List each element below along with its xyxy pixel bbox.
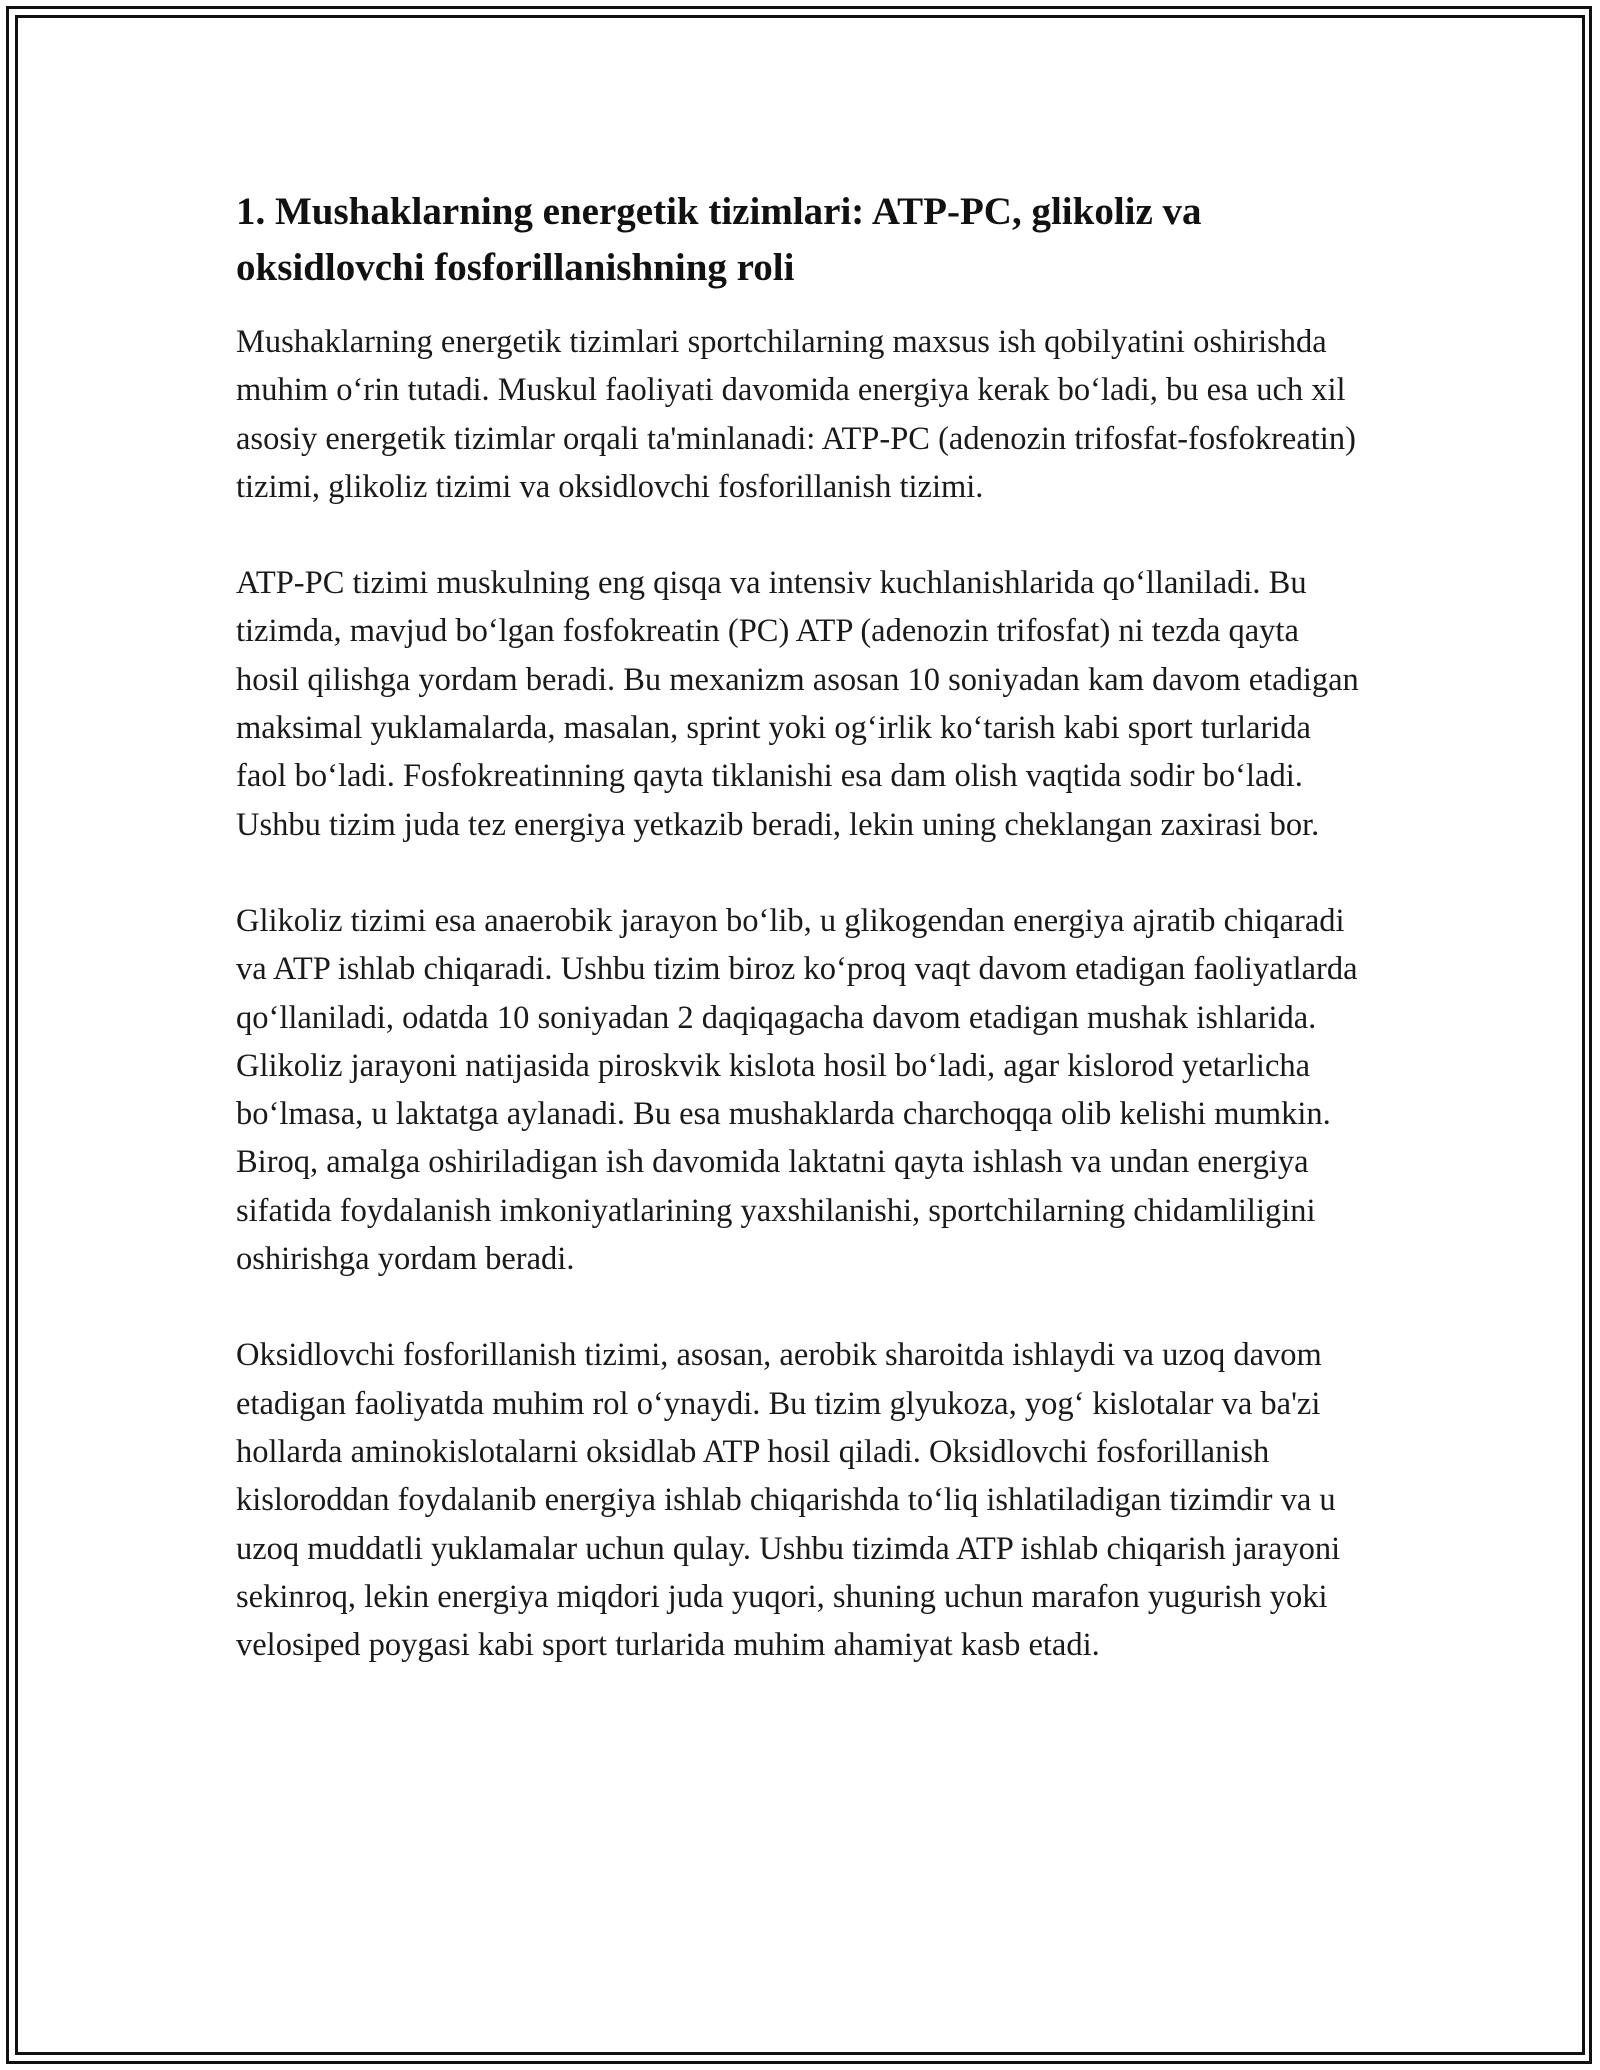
paragraph-glycolysis: Glikoliz tizimi esa anaerobik jarayon bo‘lib, u glikogendan energiya ajratib chiqaradi va ATP ishlab chiqaradi. Ushbu tizim biroz ko‘proq vaqt davom etadigan faoliyatlarda qo‘llaniladi, odatda 10 soniyadan 2 daqiqagacha davom etadigan mushak ishlarida. Glikoliz jarayoni natijasida piroskvik kislota hosil bo‘ladi, agar kislorod yetarlicha bo‘lmasa, u laktatga aylanadi. Bu esa mushaklarda charchoqqa olib kelishi mumkin. Biroq, amalga oshiriladigan ish davomida laktatni qayta ishlash va undan energiya sifatida foydalanish imkoniyatlarining yaxshilanishi, sportchilarning chidamliligini oshirishga yordam beradi.	[236, 902, 1358, 1278]
section-heading: 1. Mushaklarning energetik tizimlari: ATP-PC, glikoliz va oksidlovchi fosforillanishning roli	[236, 190, 1202, 289]
paragraph-atp-pc: ATP-PC tizimi muskulning eng qisqa va intensiv kuchlanishlarida qo‘llaniladi. Bu tizimda, mavjud bo‘lgan fosfokreatin (PC) ATP (adenozin trifosfat) ni tezda qayta hosil qilishga yordam beradi. Bu mexanizm asosan 10 soniyadan kam davom etadigan maksimal yuklamalarda, masalan, sprint yoki og‘irlik ko‘tarish kabi sport turlarida faol bo‘ladi. Fosfokreatinning qayta tiklanishi esa dam olish vaqtida sodir bo‘ladi. Ushbu tizim juda tez energiya yetkazib beradi, lekin uning cheklangan zaxirasi bor.	[236, 565, 1359, 843]
document-body	[236, 184, 1366, 1717]
paragraph-oxidative: Oksidlovchi fosforillanish tizimi, asosan, aerobik sharoitda ishlaydi va uzoq davom etadigan faoliyatda muhim rol o‘ynaydi. Bu tizim glyukoza, yog‘ kislotalar va ba'zi hollarda aminokislotalarni oksidlab ATP hosil qiladi. Oksidlovchi fosforillanish kisloroddan foydalanib energiya ishlab chiqarishda to‘liq ishlatiladigan tizimdir va u uzoq muddatli yuklamalar uchun qulay. Ushbu tizimda ATP ishlab chiqarish jarayoni sekinroq, lekin energiya miqdori juda yuqori, shuning uchun marafon yugurish yoki velosiped poygasi kabi sport turlarida muhim ahamiyat kasb etadi.	[236, 1337, 1341, 1664]
paragraph-intro: Mushaklarning energetik tizimlari sportchilarning maxsus ish qobilyatini oshirishda muhim o‘rin tutadi. Muskul faoliyati davomida energiya kerak bo‘ladi, bu esa uch xil asosiy energetik tizimlar orqali ta'minlanadi: ATP-PC (adenozin trifosfat-fosfokreatin) tizimi, glikoliz tizimi va oksidlovchi fosforillanish tizimi.	[236, 324, 1356, 505]
